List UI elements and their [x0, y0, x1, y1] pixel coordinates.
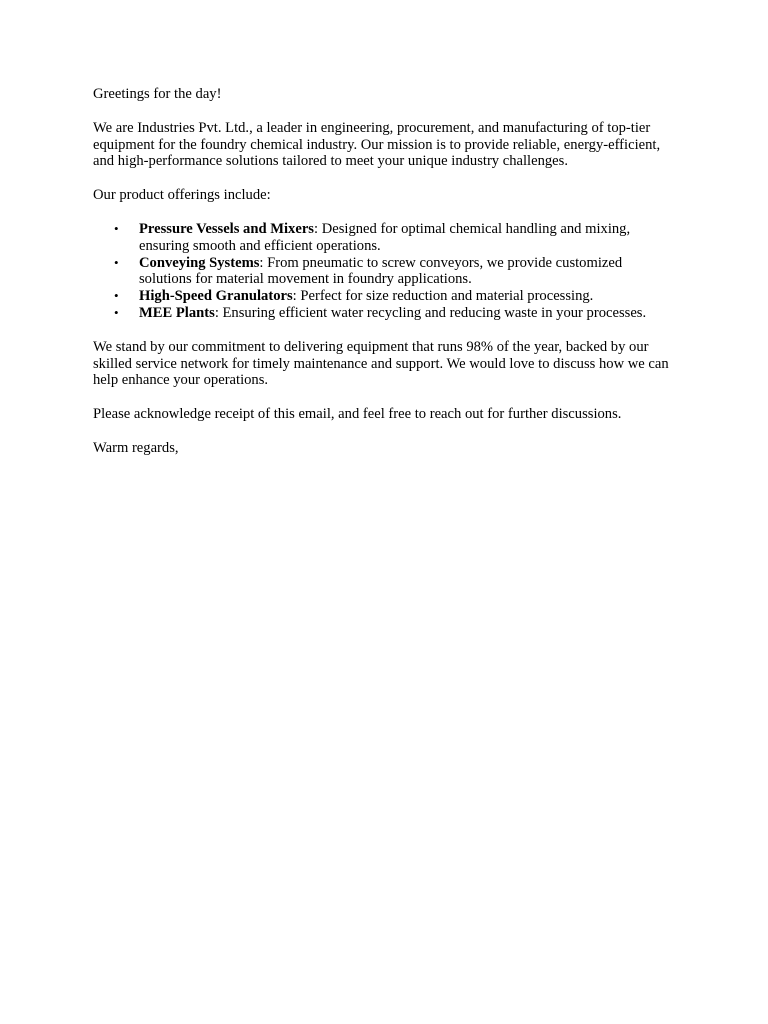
offering-description: : Ensuring efficient water recycling and reducing waste in your processes.: [214, 304, 647, 321]
bullet-icon: •: [114, 220, 119, 236]
offering-name: Conveying Systems: [139, 254, 260, 271]
intro-paragraph: We are Industries Pvt. Ltd., a leader in engineering, procurement, and manufacturing of top-tier equipment for the foundry chemical industry. Our mission is to provide reliable, energy-efficient, and high-performance solutions tailored to meet your unique industry challenges.: [93, 119, 661, 170]
acknowledge-paragraph: Please acknowledge receipt of this email, and feel free to reach out for further discussions.: [93, 406, 622, 423]
offerings-list: [93, 221, 671, 322]
offering-description: : Perfect for size reduction and material processing.: [292, 288, 594, 305]
list-item: [93, 255, 671, 289]
bullet-icon: •: [114, 288, 119, 304]
commitment-paragraph: We stand by our commitment to delivering equipment that runs 98% of the year, backed by our skilled service network for timely maintenance and support. We would love to discuss how we can help enhance your operations.: [93, 338, 669, 389]
bullet-icon: •: [114, 254, 119, 270]
greeting: Greetings for the day!: [93, 86, 222, 102]
offerings-heading: Our product offerings include:: [93, 187, 271, 204]
bullet-icon: •: [114, 304, 119, 320]
offering-name: MEE Plants: [139, 304, 215, 321]
list-item: [93, 221, 671, 255]
closing: Warm regards,: [93, 439, 179, 456]
offering-description: : From pneumatic to screw conveyors, we provide customized solutions for material movement in foundry applications.: [139, 254, 623, 288]
list-item: [93, 305, 671, 322]
offering-name: Pressure Vessels and Mixers: [139, 220, 314, 237]
offering-name: High-Speed Granulators: [139, 288, 293, 305]
list-item: [93, 288, 671, 305]
letter-body: [93, 86, 671, 474]
offering-description: : Designed for optimal chemical handling and mixing, ensuring smooth and efficient operations.: [139, 220, 631, 254]
